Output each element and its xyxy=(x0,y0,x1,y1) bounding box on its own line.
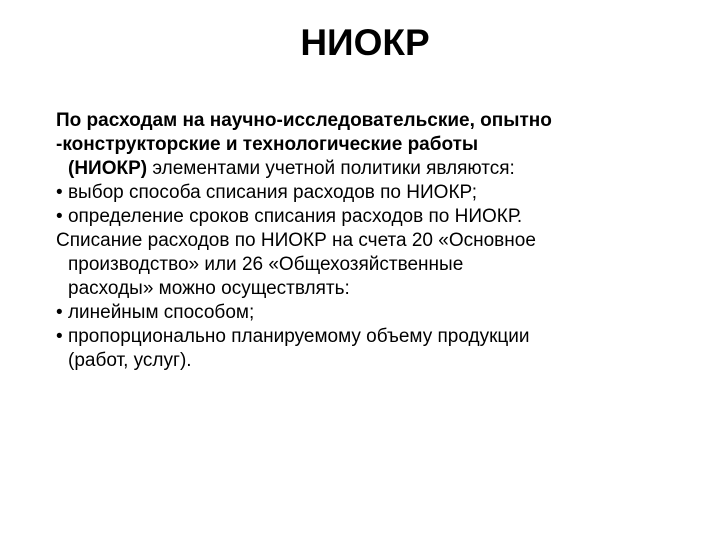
writeoff-paragraph xyxy=(56,229,696,301)
bullet-glyph: • xyxy=(56,326,63,347)
slide-title: НИОКР xyxy=(300,22,430,63)
intro-line-3-rest: элементами учетной политики являются: xyxy=(147,158,515,179)
writeoff-line-2: производство» или 26 «Общехозяйственные xyxy=(68,254,464,275)
bullet-item xyxy=(56,205,696,229)
bullet-item xyxy=(56,301,696,325)
intro-paragraph xyxy=(56,109,696,181)
slide-body xyxy=(56,109,696,373)
writeoff-line-1: Списание расходов по НИОКР на счета 20 «Основное xyxy=(56,230,536,251)
bullet-4-line-1 xyxy=(56,325,696,349)
bullet-4-line-2: (работ, услуг). xyxy=(68,350,192,371)
intro-line-1: По расходам на научно-исследовательские, опытно xyxy=(56,110,552,131)
bullet-item xyxy=(56,325,696,373)
intro-line-2: -конструкторские и технологические работы xyxy=(56,134,479,155)
bullet-text-1: выбор способа списания расходов по НИОКР; xyxy=(67,182,478,203)
bullet-glyph: • xyxy=(56,182,63,203)
bullet-glyph: • xyxy=(56,302,63,323)
intro-line-3 xyxy=(70,157,696,181)
intro-abbrev: (НИОКР) xyxy=(68,158,148,179)
bullet-text-4: пропорционально планируемому объему продукции xyxy=(67,326,530,347)
bullet-text-2: определение сроков списания расходов по НИОКР. xyxy=(67,206,523,227)
bullet-glyph: • xyxy=(56,206,63,227)
bullet-item xyxy=(56,181,696,205)
writeoff-line-3: расходы» можно осуществлять: xyxy=(68,278,350,299)
bullet-text-3: линейным способом; xyxy=(67,302,255,323)
